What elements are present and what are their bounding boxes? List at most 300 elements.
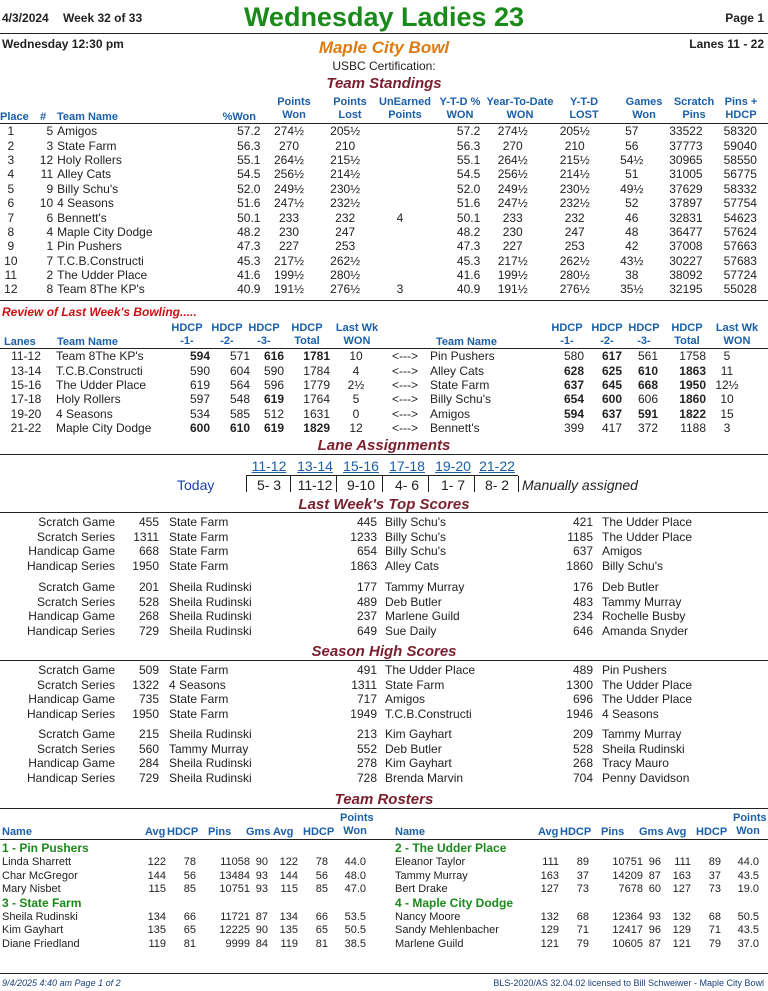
roster-player-cell: 47.0 [344,883,366,895]
lane-teams: 11-12 [297,477,333,493]
score-value: 445 [356,515,377,529]
roster-col-header: Avg [273,826,294,838]
score-value: 509 [138,663,159,677]
standings-cell: 247½ [274,196,305,211]
lane-divider [246,476,247,492]
score-name: State Farm [169,529,229,544]
score-value: 528 [138,594,159,609]
standings-cell: 54623 [723,210,757,225]
score-name: The Udder Place [602,529,693,544]
standings-cell: 1 [7,124,15,139]
review-cell: 19-20 [10,406,42,421]
review-cell: Billy Schu's [430,392,491,407]
lane-pair-17-18: 17-18 [389,458,425,474]
score-value: 213 [356,727,377,741]
review-cell: The Udder Place [56,377,147,392]
standings-cell [373,254,427,268]
review-cell: 12 [349,421,363,436]
score-name: State Farm [169,515,229,529]
lane-divider [428,476,429,492]
standings-cell: 9 [46,181,54,196]
roster-team-name: 2 - The Udder Place [395,841,507,855]
score-name: Pin Pushers [602,663,667,677]
standings-table [0,124,768,297]
score-name: Sheila Rudinski [169,594,252,609]
score-category: Handicap Series [26,770,115,785]
standings-cell: 191½ [274,282,305,297]
top-scores-rule [0,512,768,513]
rosters-title: Team Rosters [334,791,434,808]
review-cell: Team 8The KP's [56,349,144,364]
roster-player-cell: 65 [315,924,328,936]
score-name: Amanda Snyder [602,623,689,638]
standings-row [0,239,768,253]
review-cell: 585 [229,406,250,421]
score-name: 4 Seasons [602,706,659,721]
score-name: State Farm [169,558,229,573]
roster-player-cell: Linda Sharrett [2,856,72,868]
score-value: 1863 [350,558,377,573]
review-row [0,349,748,363]
review-row [0,363,748,377]
roster-player-cell: 60 [648,883,661,895]
roster-player-cell: 111 [542,856,559,868]
season-high-rule [0,660,768,661]
standings-cell: 230½ [559,181,590,196]
score-category: Scratch Game [38,727,115,741]
roster-player-cell: 68 [576,910,589,923]
standings-title: Team Standings [326,75,442,92]
review-cell: <---> [391,392,418,407]
score-name: Sheila Rudinski [169,756,252,770]
score-value: 201 [138,580,159,594]
score-name: Sheila Rudinski [169,609,252,623]
roster-col-header: Avg [538,826,559,838]
roster-player-cell: 134 [279,910,298,923]
score-name: Amigos [385,692,426,706]
score-value: 637 [572,544,593,558]
review-cell: 417 [601,421,622,436]
standings-cell: 214½ [559,167,590,182]
standings-cell [373,138,427,152]
standings-cell: 191½ [497,282,528,297]
standings-cell: 52.0 [237,181,261,196]
roster-player-cell: 93 [255,869,268,882]
roster-player-cell: 119 [280,937,298,950]
score-value: 176 [572,580,593,594]
score-name: Kim Gayhart [385,727,452,741]
week-label: Week 32 of 33 [63,11,143,25]
score-name: Kim Gayhart [385,756,452,770]
standings-cell: 4 [396,210,404,225]
roster-player-cell: 73 [708,883,721,895]
roster-player-cell: Char McGregor [2,869,78,882]
standings-cell: 233 [279,210,300,225]
lane-pair-11-12: 11-12 [251,458,287,474]
standings-cell: 233 [502,210,523,225]
roster-player-cell: 134 [147,910,166,923]
review-cell: 4 Seasons [56,406,113,421]
standings-cell: 55.1 [237,152,261,167]
score-name: Tammy Murray [385,580,465,594]
standings-cell: 232½ [330,196,361,211]
roster-col-header: Name [2,826,32,838]
standings-col-header: UnEarned Points [379,96,431,121]
score-value: 735 [138,692,159,706]
review-cell: 11-12 [11,349,41,364]
score-name: Tammy Murray [169,741,249,756]
roster-col-header: Points Won [340,812,374,837]
standings-cell: The Udder Place [57,268,148,283]
review-cell: 13-14 [10,363,42,378]
score-name: The Udder Place [602,692,693,706]
standings-cell: 30965 [669,152,703,167]
score-value: 729 [138,770,159,785]
standings-cell: 2 [46,268,54,283]
standings-cell: 40.9 [237,282,261,297]
review-cell: 5 [723,349,731,364]
roster-player-cell: 135 [147,924,166,936]
review-cell: 590 [189,363,210,378]
standings-cell: 214½ [330,167,361,182]
standings-cell: 8 [46,282,54,297]
review-row [0,421,748,435]
standings-cell: 5 [7,181,15,196]
review-col-header: HDCP -3- [628,322,660,347]
league-title: Wednesday Ladies 23 [243,2,525,32]
review-cell: 1764 [303,392,330,407]
standings-cell: 57 [625,124,639,139]
standings-cell: 276½ [559,282,590,297]
standings-cell: 57754 [723,196,757,211]
score-name: T.C.B.Constructi [385,706,472,721]
review-cell: 594 [189,349,210,364]
standings-col-header: Points Lost [333,96,367,121]
standings-cell: 217½ [274,253,305,268]
standings-cell: 48.2 [456,224,481,239]
standings-cell: 249½ [274,181,305,196]
standings-cell: 3 [396,282,404,297]
standings-cell: 247 [564,224,585,239]
review-cell: Maple City Dodge [56,421,152,436]
review-cell: 564 [229,377,250,392]
standings-cell: 253 [335,239,356,254]
roster-player-cell: 87 [648,869,661,882]
standings-cell: 4 [7,167,15,182]
review-cell: 600 [189,421,210,436]
review-cell: 619 [189,377,210,392]
review-cell: Holy Rollers [56,392,121,407]
lane-teams: 5- 3 [256,477,282,493]
standings-row [0,182,768,196]
review-cell: 10 [349,349,363,364]
score-category: Scratch Series [36,594,115,609]
standings-cell: 51.6 [456,196,481,211]
score-name: Tammy Murray [602,594,682,609]
score-category: Handicap Series [26,623,115,638]
roster-player-cell: 7678 [618,883,643,895]
standings-cell: 262½ [330,253,361,268]
standings-cell: 51.6 [237,196,261,211]
roster-player-cell: 121 [540,937,559,950]
review-cell: 606 [637,392,658,407]
standings-cell: 56.3 [237,138,261,153]
standings-col-header: Year-To-Date WON [486,96,554,121]
standings-cell: 6 [46,210,54,225]
review-cell: 597 [189,392,210,407]
standings-cell [373,196,427,210]
roster-player-cell: 93 [648,910,661,923]
score-value: 177 [356,580,377,594]
score-name: Billy Schu's [385,544,446,558]
standings-cell: 46 [625,210,639,225]
score-name: Billy Schu's [385,515,446,529]
roster-player-cell: 135 [279,924,298,936]
standings-cell: 6 [7,196,15,211]
standings-cell: 52.0 [456,181,481,196]
lane-teams: 4- 6 [394,477,420,493]
review-cell: 625 [601,363,622,378]
review-cell: Amigos [430,406,471,421]
standings-cell: 230 [502,224,523,239]
standings-cell: 227 [502,239,523,254]
lane-teams: 8- 2 [484,477,510,493]
score-category: Handicap Game [28,692,115,706]
review-col-header: Team Name [436,336,497,348]
roster-player-cell: 132 [672,910,691,923]
review-cell: 571 [229,349,250,364]
review-row [0,378,748,392]
standings-cell: 2 [7,138,15,153]
standings-row [0,138,768,152]
review-cell: 0 [352,406,360,421]
standings-cell: 249½ [497,181,528,196]
lanes-rule [0,454,768,455]
standings-cell: 230 [279,224,300,239]
score-value: 483 [572,594,593,609]
roster-player-cell: 85 [315,883,328,895]
standings-cell [373,225,427,239]
score-value: 268 [138,609,159,623]
standings-cell: 270 [502,138,523,153]
review-row [0,407,748,421]
standings-cell [373,124,427,138]
score-value: 268 [572,756,593,770]
standings-cell: 42 [625,239,639,254]
standings-row [0,153,768,167]
roster-player-cell: 10751 [219,883,250,895]
standings-cell: 58332 [723,181,757,196]
review-cell: 637 [601,406,622,421]
standings-cell: State Farm [57,138,117,153]
standings-cell: 55028 [723,282,757,297]
roster-player-cell: 121 [672,937,691,950]
roster-player-cell: 13484 [219,869,250,882]
season-high-title: Season High Scores [311,643,457,660]
standings-cell: 217½ [497,253,528,268]
review-cell: 619 [263,392,284,407]
roster-player-cell: Marlene Guild [395,937,464,950]
review-col-header: Lanes [4,336,36,348]
roster-player-cell: 56 [315,869,328,882]
review-col-header: HDCP Total [291,322,323,347]
roster-col-header: Pins [601,826,625,838]
score-value: 668 [138,544,159,558]
score-name: State Farm [169,692,229,706]
roster-player-cell: 129 [540,924,559,936]
standings-cell: 210 [335,138,356,153]
standings-col-header: Scratch Pins [673,96,715,121]
standings-cell: 232 [564,210,585,225]
score-name: Sheila Rudinski [602,741,685,756]
standings-cell: 36477 [669,224,703,239]
review-cell: 1188 [680,421,706,436]
standings-cell: T.C.B.Constructi [57,253,144,268]
review-cell: 15-16 [10,377,42,392]
roster-player-cell: Mary Nisbet [2,883,61,895]
roster-col-header: Gms [639,826,664,838]
score-value: 646 [572,623,593,638]
standings-cell: 57.2 [237,124,261,139]
roster-player-cell: Diane Friedland [2,937,80,950]
review-cell: 512 [263,406,284,421]
score-name: Billy Schu's [602,558,663,573]
standings-cell: 12 [4,282,18,297]
score-value: 1311 [351,677,377,692]
standings-cell: 40.9 [456,282,481,297]
review-table [0,349,748,435]
score-value: 528 [572,741,593,756]
review-rule [0,300,768,301]
roster-player-cell: 122 [147,856,166,868]
review-cell: 590 [263,363,284,378]
review-col-header: HDCP Total [671,322,703,347]
roster-player-cell: 66 [315,910,328,923]
roster-player-cell: 96 [648,856,661,868]
standings-cell [373,153,427,167]
score-value: 1233 [350,529,377,544]
review-col-header: Last Wk WON [715,322,759,347]
standings-row [0,225,768,239]
standings-cell: 4 [46,224,54,239]
roster-player-cell: 38.5 [344,937,366,950]
roster-player-cell: 127 [672,883,691,895]
lane-divider [336,476,337,492]
review-cell: 628 [563,363,584,378]
roster-col-header: Points Won [733,812,767,837]
standings-col-header: Place [0,111,29,123]
review-cell: 1950 [679,377,706,392]
standings-cell: 37897 [669,196,703,211]
standings-cell: 264½ [274,152,305,167]
lane-divider [518,476,519,492]
roster-player-cell: 119 [148,937,166,950]
standings-cell: 274½ [497,124,528,139]
standings-row [0,268,768,282]
bowl-name: Maple City Bowl [318,38,450,57]
review-cell: Bennett's [430,421,480,436]
standings-cell: 50.1 [456,210,481,225]
standings-col-header: Y-T-D % WON [439,96,481,121]
standings-row [0,167,768,181]
roster-player-cell: 163 [540,869,559,882]
standings-cell: Amigos [57,124,98,139]
top-scores-title: Last Week's Top Scores [298,496,470,513]
standings-cell: 56.3 [456,138,481,153]
standings-cell: 215½ [559,152,590,167]
roster-player-cell: 132 [540,910,559,923]
standings-cell: 256½ [274,167,305,182]
score-category: Handicap Game [28,609,115,623]
score-value: 696 [572,692,593,706]
standings-cell: 8 [7,224,15,239]
lane-pair-15-16: 15-16 [343,458,379,474]
standings-cell [373,239,427,253]
standings-col-header: Team Name [57,111,118,123]
standings-cell: 43½ [620,253,644,268]
roster-player-cell: 87 [648,937,661,950]
score-name: Deb Butler [385,741,442,756]
standings-cell: 274½ [274,124,305,139]
review-cell: 5 [352,392,360,407]
roster-player-cell: 144 [279,869,298,882]
roster-player-cell: Sheila Rudinski [2,910,78,923]
score-category: Scratch Game [38,515,115,529]
standings-cell: 7 [46,253,54,268]
review-col-header: Last Wk WON [335,322,379,347]
review-cell: 619 [263,421,284,436]
standings-cell: 5 [46,124,54,139]
standings-cell: 215½ [330,152,361,167]
score-value: 1949 [350,706,377,721]
standings-cell [373,182,427,196]
standings-cell: 56 [625,138,639,153]
roster-player-cell: Eleanor Taylor [395,856,466,868]
standings-cell: 232½ [559,196,590,211]
standings-cell: 48.2 [237,224,261,239]
roster-player-cell: 44.0 [737,856,759,868]
standings-row [0,124,768,138]
standings-cell: 47.3 [456,239,481,254]
roster-player-cell: 89 [576,856,589,868]
roster-player-cell: 43.5 [737,924,759,936]
score-value: 728 [356,770,377,785]
review-col-header: HDCP -1- [551,322,583,347]
standings-cell: 280½ [330,268,361,283]
standings-cell: 59040 [723,138,757,153]
standings-cell: 37629 [669,181,703,196]
standings-cell: 38092 [669,268,703,283]
score-value: 209 [572,727,593,741]
lane-teams: 9-10 [346,477,376,493]
standings-cell: 205½ [330,124,361,139]
review-col-header: HDCP -2- [211,322,243,347]
standings-cell: 11 [4,268,18,283]
score-value: 1311 [133,529,159,544]
review-cell: 10 [720,392,734,407]
score-value: 1322 [132,677,159,692]
score-value: 489 [572,663,593,677]
standings-cell: 3 [46,138,54,153]
review-title: Review of Last Week's Bowling..... [2,305,197,319]
roster-player-cell: 44.0 [344,856,366,868]
roster-player-cell: 71 [576,924,589,936]
standings-cell: 10 [4,253,18,268]
score-name: State Farm [169,544,229,558]
standings-cell: 256½ [497,167,528,182]
score-name: 4 Seasons [169,677,226,692]
score-value: 1946 [566,706,593,721]
